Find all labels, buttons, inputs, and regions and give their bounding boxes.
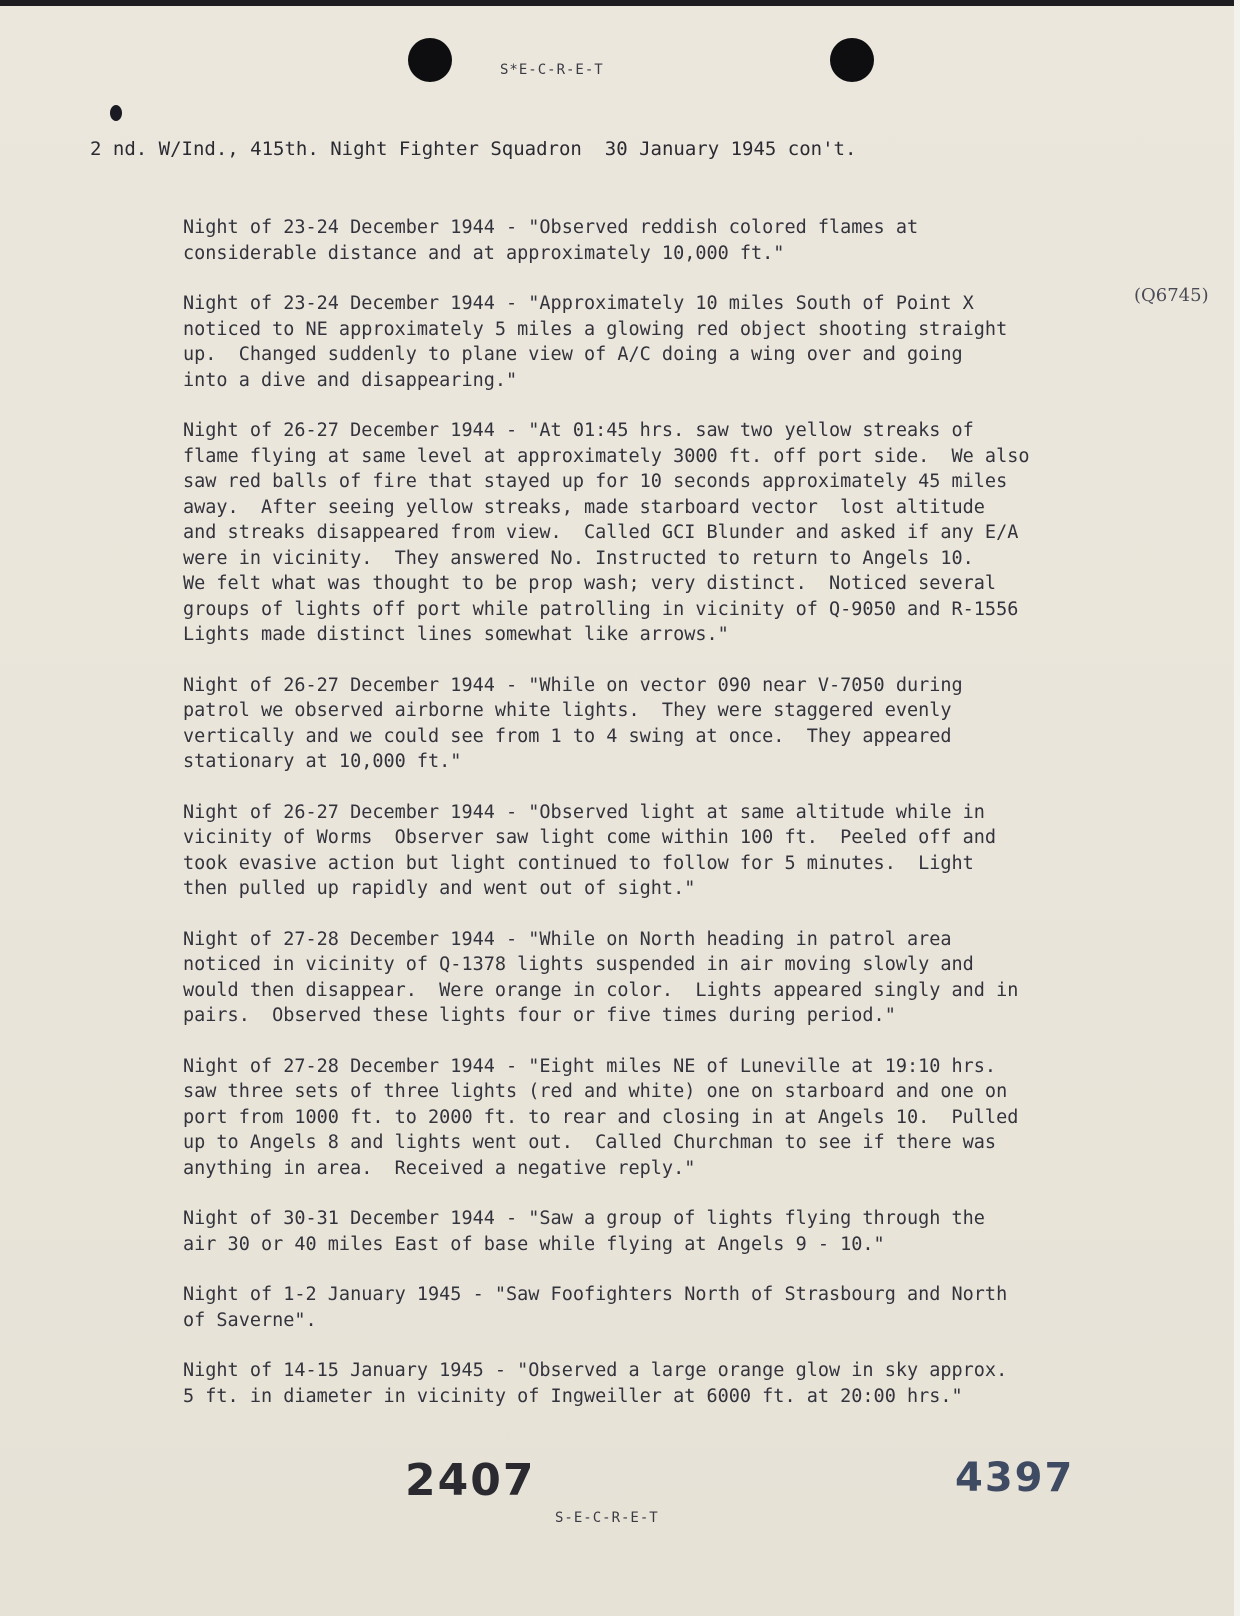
report-entry [183,291,1183,393]
entry-line: Night of 1-2 January 1945 - "Saw Foofighters North of Strasbourg and North [183,1284,1008,1305]
entry-line: Night of 23-24 December 1944 - "Approximately 10 miles South of Point X [183,293,974,314]
document-header: 2 nd. W/Ind., 415th. Night Fighter Squadron 30 January 1945 con't. [90,138,857,160]
report-entry [183,673,1183,775]
report-entry [183,418,1183,648]
entry-line: Night of 27-28 December 1944 - "Eight miles NE of Luneville at 19:10 hrs. [183,1055,997,1077]
entry-line: Night of 30-31 December 1944 - "Saw a group of lights flying through the [183,1208,985,1229]
entry-line: anything in area. Received a negative reply." [183,1157,696,1179]
entry-line: Night of 26-27 December 1944 - "At 01:45 hrs. saw two yellow streaks of [183,420,974,441]
entry-line: Lights made distinct lines somewhat like arrows." [183,624,729,645]
punch-hole-right [830,38,874,82]
classification-top: S*E-C-R-E-T [500,62,604,78]
entry-line: flame flying at same level at approximately 3000 ft. off port side. We also [183,445,1030,467]
entry-line: would then disappear. Were orange in color. Lights appeared singly and in [183,979,1019,1001]
entry-line: up to Angels 8 and lights went out. Called Churchman to see if there was [183,1132,997,1153]
report-entry [183,215,1183,266]
page-number-right: 4397 [955,1455,1075,1501]
entry-line: Night of 26-27 December 1944 - "Observed light at same altitude while in [183,801,985,823]
entry-line: noticed to NE approximately 5 miles a glowing red object shooting straight [183,318,1008,340]
entry-line: saw three sets of three lights (red and white) one on starboard and one on [183,1081,1008,1102]
entry-line: We felt what was thought to be prop wash; very distinct. Noticed several [183,573,997,594]
entry-line: considerable distance and at approximately 10,000 ft." [183,242,785,264]
entry-line: Night of 27-28 December 1944 - "While on North heading in patrol area [183,928,952,950]
entry-line: port from 1000 ft. to 2000 ft. to rear and closing in at Angels 10. Pulled [183,1106,1019,1128]
entry-line: patrol we observed airborne white lights. They were staggered evenly [183,700,952,721]
entry-line: pairs. Observed these lights four or five times during period." [183,1005,896,1026]
report-entries [183,215,1183,1434]
classification-bottom: S-E-C-R-E-T [555,1510,659,1526]
punch-hole-left [408,38,452,82]
entry-line: groups of lights off port while patrolling in vicinity of Q-9050 and R-1556 [183,598,1019,620]
report-entry [183,800,1183,902]
entry-line: of Saverne". [183,1309,317,1331]
report-entry [183,927,1183,1029]
report-entry [183,1206,1183,1257]
entry-line: then pulled up rapidly and went out of sight." [183,878,696,899]
entry-line: vicinity of Worms Observer saw light come within 100 ft. Peeled off and [183,827,997,848]
entry-line: were in vicinity. They answered No. Instructed to return to Angels 10. [183,547,974,569]
entry-line: Night of 26-27 December 1944 - "While on vector 090 near V-7050 during [183,674,963,696]
page-number-left: 2407 [405,1455,536,1506]
report-entry [183,1282,1183,1333]
entry-line: took evasive action but light continued to follow for 5 minutes. Light [183,852,974,874]
entry-line: away. After seeing yellow streaks, made starboard vector lost altitude [183,496,985,518]
entry-line: saw red balls of fire that stayed up for 10 seconds approximately 45 miles [183,471,1008,492]
entry-line: noticed in vicinity of Q-1378 lights suspended in air moving slowly and [183,954,974,975]
entry-line: up. Changed suddenly to plane view of A/C doing a wing over and going [183,344,963,365]
report-entry [183,1054,1183,1182]
entry-line: Night of 14-15 January 1945 - "Observed a large orange glow in sky approx. [183,1360,1008,1381]
handwritten-note: (Q6745) [1134,285,1209,306]
entry-line: air 30 or 40 miles East of base while flying at Angels 9 - 10." [183,1233,885,1255]
ink-mark [110,105,122,121]
report-entry [183,1358,1183,1409]
entry-line: 5 ft. in diameter in vicinity of Ingweiller at 6000 ft. at 20:00 hrs." [183,1385,963,1407]
entry-line: vertically and we could see from 1 to 4 swing at once. They appeared [183,725,952,747]
entry-line: into a dive and disappearing." [183,369,518,391]
scan-top-edge [0,0,1240,6]
scan-right-edge [1234,0,1240,1616]
entry-line: and streaks disappeared from view. Called GCI Blunder and asked if any E/A [183,522,1019,543]
entry-line: stationary at 10,000 ft." [183,751,462,772]
entry-line: Night of 23-24 December 1944 - "Observed reddish colored flames at [183,217,919,238]
